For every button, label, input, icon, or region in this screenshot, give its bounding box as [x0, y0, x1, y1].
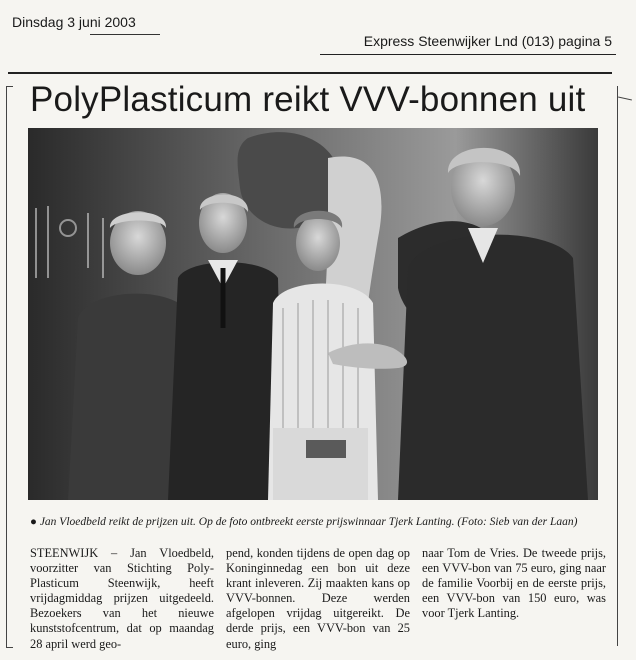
article-top-rule [8, 72, 612, 74]
body-column-2: pend, konden tijdens de open dag op Koninginnedag een bon uit deze krant inleveren. Zij maakten kans op VVV-bonnen. Deze werden afgelopen vrijdag uitgereikt. De derde prijs, een VVV-bon van 25 euro, ging [226, 546, 410, 651]
reference-underline [320, 54, 616, 55]
photo-illustration [28, 128, 598, 500]
date-underline [90, 34, 160, 35]
body-column-3: naar Tom de Vries. De tweede prijs, een VVV-bon van 75 euro, ging naar de familie Voorbij en de eerste prijs, een VVV-bon van 150 euro, was voor Tjerk Lanting. [422, 546, 606, 621]
body-column-1: STEENWIJK – Jan Vloedbeld, voorzitter van Stichting Poly-Plasticum Steenwijk, heeft vrijdagmiddag prijzen uitgedeeld. Bezoekers van het nieuwe kunststofcentrum, dat op maandag 28 april werd geo- [30, 546, 214, 651]
column-bracket-left [6, 86, 13, 648]
publication-date: Dinsdag 3 juni 2003 [12, 14, 136, 30]
page-edge-mark [618, 97, 632, 101]
caption-text: Jan Vloedbeld reikt de prijzen uit. Op de foto ontbreekt eerste prijswinnaar Tjerk Lanting. (Foto: Sieb van der Laan) [39, 516, 578, 528]
column-bracket-right [617, 86, 619, 646]
article-headline: PolyPlasticum reikt VVV-bonnen uit [30, 80, 586, 119]
photo-caption [30, 515, 608, 530]
article-photo [28, 128, 598, 500]
caption-bullet: ● [30, 516, 37, 528]
publication-reference: Express Steenwijker Lnd (013) pagina 5 [363, 33, 612, 49]
